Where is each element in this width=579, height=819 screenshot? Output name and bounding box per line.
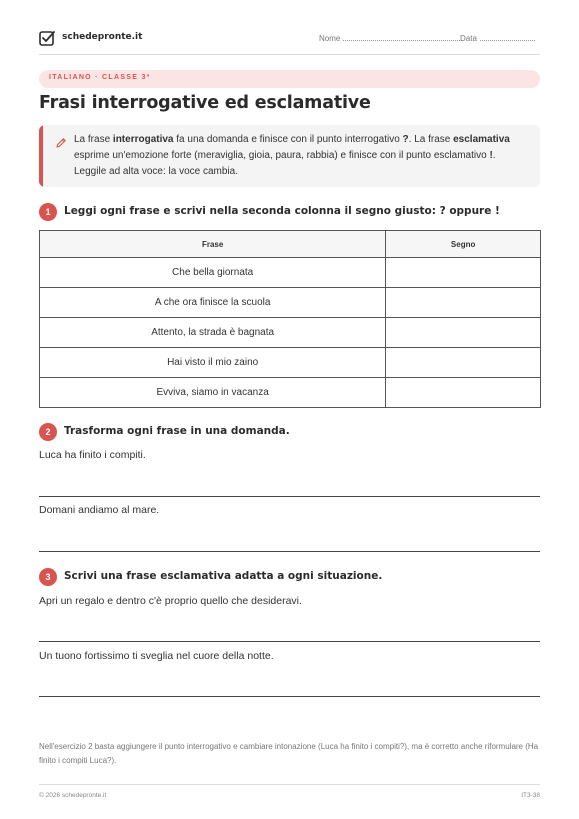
info-box xyxy=(39,125,540,187)
table-row xyxy=(40,288,541,318)
worksheet-code: IT3-38 xyxy=(521,792,540,799)
subject-tag-label: ITALIANO · CLASSE 3ª xyxy=(49,74,151,81)
checkbox-logo-icon xyxy=(39,30,55,46)
answer-line[interactable] xyxy=(39,551,540,552)
info-box-accent-bar xyxy=(39,125,43,187)
info-text: La frase interrogativa fa una domanda e finisce con il punto interrogativo ?. La frase esclamativa esprime un'emozione forte (meraviglia, gioia, paura, rabbia) e finisce con il punto esclamativo !. Leggile ad alta voce: la voce cambia. xyxy=(74,134,510,177)
column-header-segno: Segno xyxy=(386,231,541,258)
sign-answer-cell[interactable] xyxy=(386,288,541,318)
sentence-cell: Hai visto il mio zaino xyxy=(40,348,386,378)
exercise-instruction: Trasforma ogni frase in una domanda. xyxy=(64,425,290,437)
sign-answer-cell[interactable] xyxy=(386,258,541,288)
subject-tag xyxy=(39,70,540,88)
exercise-number-badge: 3 xyxy=(39,568,57,586)
sign-answer-cell[interactable] xyxy=(386,378,541,408)
pencil-icon xyxy=(55,137,67,149)
exercise-number-badge: 1 xyxy=(39,203,57,221)
sentences-table xyxy=(39,230,541,408)
site-logo-text: schedepronte.it xyxy=(62,32,143,42)
table-row xyxy=(40,348,541,378)
table-row xyxy=(40,378,541,408)
sentence-cell: A che ora finisce la scuola xyxy=(40,288,386,318)
name-field[interactable] xyxy=(319,34,462,43)
answer-line[interactable] xyxy=(39,696,540,697)
sign-answer-cell[interactable] xyxy=(386,318,541,348)
table-row xyxy=(40,258,541,288)
name-label: Nome xyxy=(319,34,341,43)
answer-line[interactable] xyxy=(39,496,540,497)
table-header-row xyxy=(40,231,541,258)
page-footer xyxy=(39,784,540,799)
exercise-number-badge: 2 xyxy=(39,423,57,441)
page-header xyxy=(39,28,540,55)
column-header-frase: Frase xyxy=(40,231,386,258)
teacher-note: Nell'esercizio 2 basta aggiungere il punto interrogativo e cambiare intonazione (Luca ha finito i compiti?), ma è corretto anche riformulare (Ha finito i compiti Luca?). xyxy=(39,742,539,765)
sentence-cell: Che bella giornata xyxy=(40,258,386,288)
sentence-cell: Attento, la strada è bagnata xyxy=(40,318,386,348)
exercise-3-prompt: Un tuono fortissimo ti sveglia nel cuore della notte. xyxy=(39,650,274,662)
date-field[interactable] xyxy=(460,34,535,43)
exercise-instruction: Leggi ogni frase e scrivi nella seconda colonna il segno giusto: ? oppure ! xyxy=(64,205,500,217)
answer-line[interactable] xyxy=(39,641,540,642)
copyright-text: © 2026 schedepronte.it xyxy=(39,792,107,799)
exercise-3-prompt: Apri un regalo e dentro c'è proprio quello che desideravi. xyxy=(39,595,302,607)
date-label: Data xyxy=(460,34,477,43)
sign-answer-cell[interactable] xyxy=(386,348,541,378)
exercise-2-prompt: Domani andiamo al mare. xyxy=(39,504,160,516)
exercise-2-prompt: Luca ha finito i compiti. xyxy=(39,449,146,461)
exercise-instruction: Scrivi una frase esclamativa adatta a ogni situazione. xyxy=(64,570,383,582)
sentence-cell: Evviva, siamo in vacanza xyxy=(40,378,386,408)
page-title: Frasi interrogative ed esclamative xyxy=(39,93,371,113)
table-row xyxy=(40,318,541,348)
